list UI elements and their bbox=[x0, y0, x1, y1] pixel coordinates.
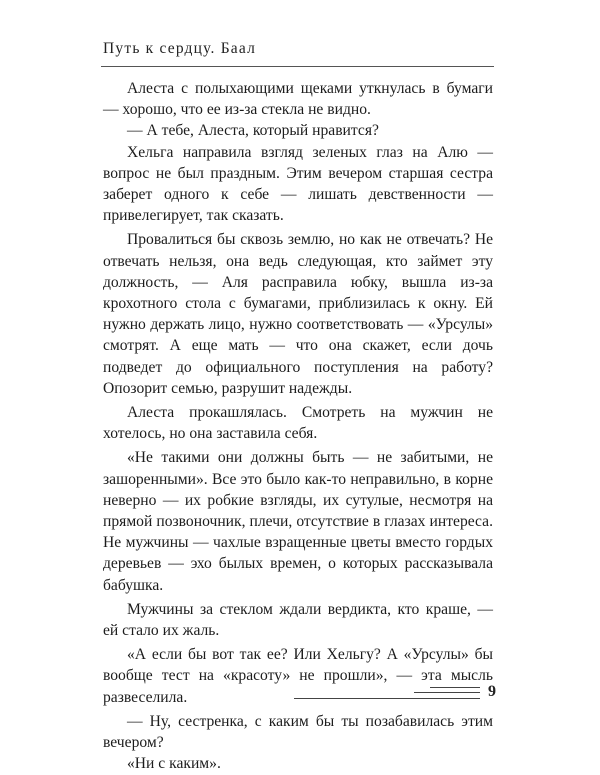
paragraph: Алеста прокашлялась. Смотреть на мужчин не хотелось, но она заставила себя. bbox=[103, 404, 493, 443]
page-number: 9 bbox=[488, 683, 496, 700]
running-title: Путь к сердцу. Баал bbox=[103, 40, 257, 57]
body-text bbox=[103, 78, 493, 775]
paragraph: «Не такими они должны быть — не забитыми, не зашоренными». Все это было как-то неправильно, в корне неверно — их робкие взгляды, их сутулые, несмотря на прямой позвоночник, плечи, отсутствие в глазах интереса. Не мужчины — чахлые взращенные цветы вместо гордых деревьев — эхо былых времен, о которых рассказывала бабушка. bbox=[103, 449, 493, 594]
paragraph: Провалиться бы сквозь землю, но как не отвечать? Не отвечать нельзя, она ведь следующая, кто займет эту должность, — Аля расправила юбку, вышла из-за крохотного стола с бумагами, приблизилась к окну. Ей нужно держать лицо, нужно соответствовать — «Урсулы» смотрят. А еще мать — что она скажет, если дочь подведет до официального поступления на работу? Опозорит семью, разрушит надежды. bbox=[103, 231, 493, 397]
footer-rule bbox=[430, 687, 480, 688]
paragraph: «Ни с каким». bbox=[127, 755, 221, 773]
footer-rule bbox=[414, 692, 480, 693]
footer-ornament-rules bbox=[294, 683, 482, 703]
paragraph: Хельга направила взгляд зеленых глаз на Алю — вопрос не был праздным. Этим вечером старшая сестра заберет одного к себе — лишать девственности — привелегирует, так сказать. bbox=[103, 143, 493, 225]
footer-rule bbox=[294, 698, 480, 699]
paragraph: — А тебе, Алеста, который нравится? bbox=[127, 122, 379, 140]
header-rule bbox=[101, 66, 494, 67]
paragraph: Мужчины за стеклом ждали вердикта, кто краше, — ей стало их жаль. bbox=[103, 600, 493, 640]
paragraph: «А если бы вот так ее? Или Хельгу? А «Урсулы» бы вообще тест на «красоту» не прошли», — эта мысль развеселила. bbox=[103, 646, 493, 706]
paragraph: Алеста с полыхающими щеками уткнулась в бумаги — хорошо, что ее из-за стекла не видно. bbox=[103, 80, 493, 119]
paragraph: — Ну, сестренка, с каким бы ты позабавилась этим вечером? bbox=[103, 712, 493, 752]
